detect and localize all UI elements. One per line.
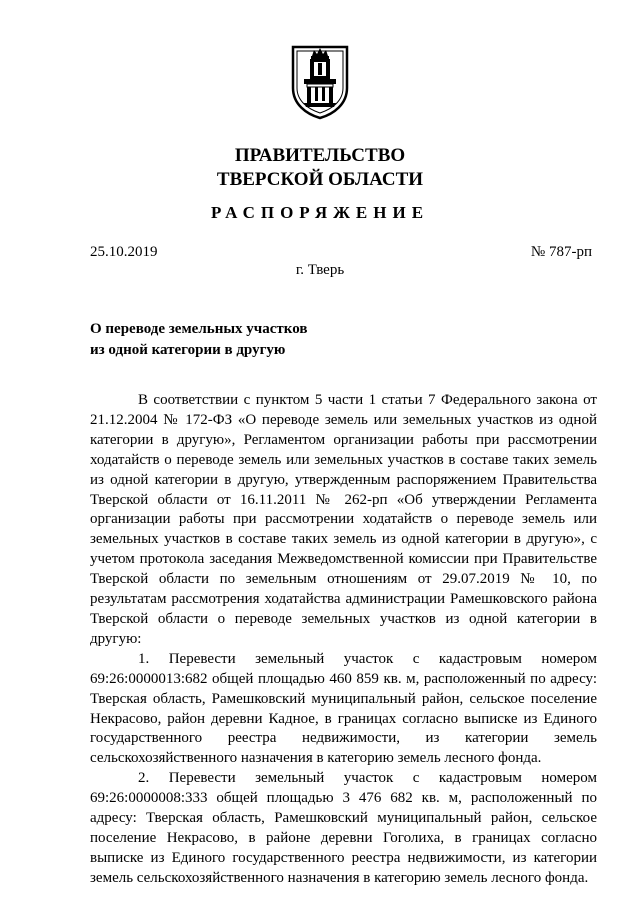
document-type-heading: РАСПОРЯЖЕНИЕ	[210, 203, 430, 222]
subject-line2: из одной категории в другую	[90, 342, 286, 358]
organization-name-line1: ПРАВИТЕЛЬСТВО	[234, 145, 406, 166]
organization-name-line2: ТВЕРСКОЙ ОБЛАСТИ	[216, 169, 424, 190]
body-paragraph-preamble: В соответствии с пунктом 5 части 1 статьи 7 Федерального закона от 21.12.2004 № 172-ФЗ «О переводе земель или земельных участков из одной категории в другую», Регламентом организации работы при рассмотрении ходатайств о переводе земель или земельных участков в составе таких земель из одной категории в другую, утвержденным распоряжением Правительства Тверской области от 16.11.2011 № 262-рп «Об утверждении Регламента организации работы при рассмотрении ходатайств о переводе земель или земельных участков в составе таких земель из одной категории в другую», с учетом протокола заседания Межведомственной комиссии при Правительстве Тверской области по земельным отношениям от 29.07.2019 № 10, по результатам рассмотрения ходатайства администрации Рамешковского района Тверской области о переводе земельных участков из одной категории в другую:	[90, 392, 597, 647]
document-subject	[90, 319, 307, 361]
tver-coat-of-arms-icon	[290, 44, 350, 120]
document-body	[90, 391, 597, 889]
body-paragraph-item-2: 2. Перевести земельный участок с кадастровым номером 69:26:0000008:333 общей площадью 3 476 682 кв. м, расположенный по адресу: Тверская область, Рамешковский муниципальный район, сельское поселение Некрасово, в районе деревни Гоголиха, в границах согласно выписке из Единого государственного реестра недвижимости, из категории земель сельскохозяйственного назначения в категорию земель лесного фонда.	[90, 770, 597, 886]
organization-name	[0, 144, 640, 192]
subject-line1: О переводе земельных участков	[90, 321, 308, 337]
document-city: г. Тверь	[295, 262, 345, 278]
body-paragraph-item-1: 1. Перевести земельный участок с кадастровым номером 69:26:0000013:682 общей площадью 460 859 кв. м, расположенный по адресу: Тверская область, Рамешковский муниципальный район, сельское поселение Некрасово, район деревни Кадное, в границах согласно выписке из Единого государственного реестра недвижимости, из категории земель сельскохозяйственного назначения в категорию земель лесного фонда.	[90, 650, 597, 767]
document-date: 25.10.2019	[90, 244, 158, 260]
document-number: № 787-рп	[530, 244, 592, 260]
